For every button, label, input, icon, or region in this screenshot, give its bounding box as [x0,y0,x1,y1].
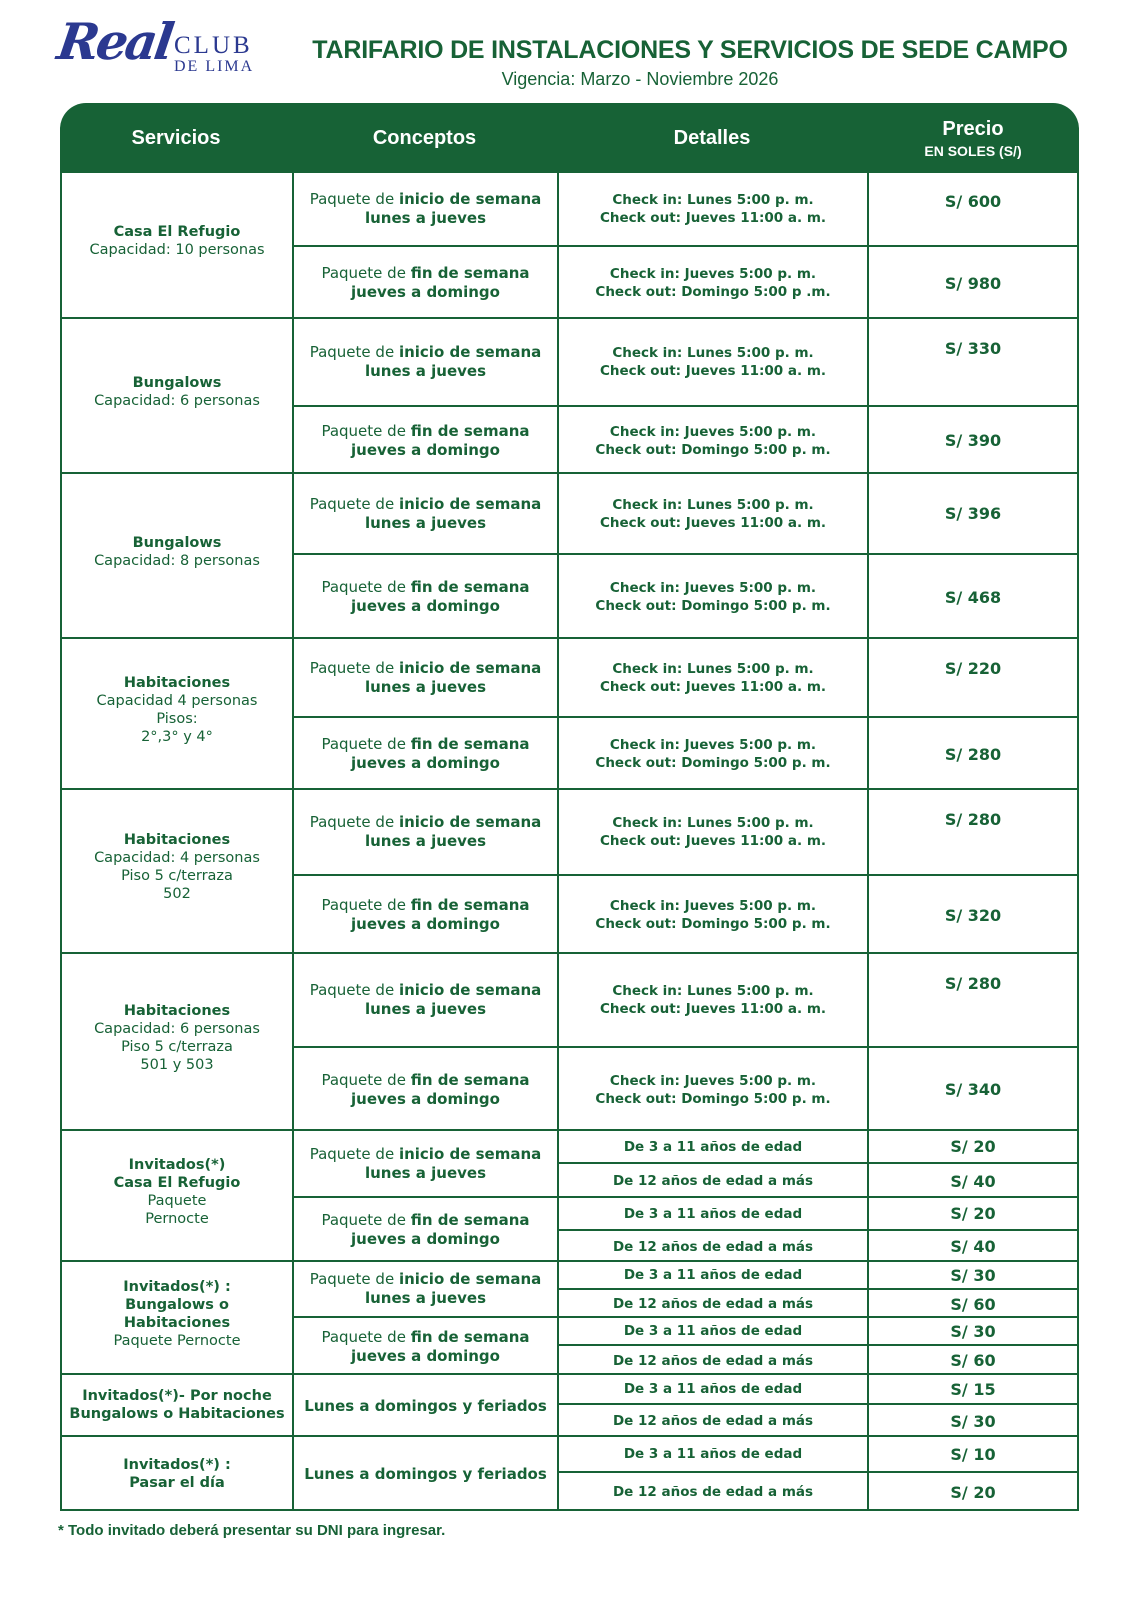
guest-rows [294,1437,1077,1511]
footnote: * Todo invitado deberá presentar su DNI para ingresar. [58,1522,446,1539]
age-row [559,1164,1077,1198]
price-cell: S/ 15 [950,1379,996,1399]
concept-line-1 [310,1145,542,1164]
check-out: Check out: Jueves 11:00 a. m. [599,514,827,531]
header-servicios [60,103,292,173]
service-section [62,319,1077,474]
check-in: Check in: Jueves 5:00 p. m. [609,423,817,440]
service-detail: Capacidad: 8 personas [94,552,260,569]
detail-cell [559,172,869,245]
table-row [294,319,1077,407]
guest-service-detail: Paquete [147,1192,207,1209]
detail-cell [559,474,869,553]
service-name: Bungalows [132,374,222,391]
header-precio [867,103,1079,173]
concept-prefix: Paquete de [309,1144,395,1163]
guest-service-name: Habitaciones [123,1314,231,1331]
guest-section [62,1437,1077,1511]
concept-prefix: Paquete de [321,1070,406,1089]
concept-period: inicio de semana [398,658,542,677]
tarifa-table [60,172,1079,1511]
age-row [559,1231,1077,1262]
service-section [62,474,1077,639]
table-header [60,103,1079,173]
service-rows [294,319,1077,472]
guest-service-name: Bungalows o Habitaciones [69,1406,285,1422]
service-detail: 501 y 503 [140,1056,214,1073]
age-range: De 12 años de edad a más [559,1231,869,1262]
price-cell: S/ 280 [944,974,1002,993]
service-section [62,639,1077,790]
service-detail: Capacidad: 6 personas [94,392,260,409]
guest-group [294,1318,1077,1375]
guest-group [294,1437,1077,1511]
concept-prefix: Paquete de [309,813,395,831]
concept-period: inicio de semana [398,189,542,208]
age-row [559,1437,1077,1473]
detail-cell [559,407,869,474]
guest-service-cell [62,1262,294,1373]
price-cell: S/ 40 [950,1171,996,1191]
service-name: Habitaciones [123,832,231,848]
concept-prefix: Paquete de [321,1327,406,1346]
concept-cell [294,407,559,474]
check-out: Check out: Jueves 11:00 a. m. [599,209,827,226]
service-cell [62,319,294,472]
guest-rows [294,1131,1077,1260]
age-row [559,1131,1077,1164]
guest-service-name: Invitados(*)- Por noche [82,1388,272,1404]
concept-line-1 [310,343,542,362]
age-range: De 12 años de edad a más [559,1290,869,1318]
concept-line-1 [310,1270,542,1289]
guest-section [62,1262,1077,1375]
price-cell: S/ 30 [950,1321,996,1341]
price-cell: S/ 320 [944,905,1002,925]
concept-cell [294,247,559,319]
check-out: Check out: Domingo 5:00 p. m. [595,916,831,932]
real-club-de-lima-logo [53,12,268,84]
check-in: Check in: Jueves 5:00 p. m. [609,580,817,596]
service-section [62,954,1077,1131]
check-out: Check out: Jueves 11:00 a. m. [599,833,827,849]
concept-period: fin de semana [410,578,530,596]
concept-days: lunes a jueves [364,208,487,227]
header-precio-sublabel: EN SOLES (S/) [924,142,1022,159]
header-detalles-label: Detalles [673,126,751,149]
service-rows [294,639,1077,788]
service-detail: Capacidad: 6 personas [94,1020,260,1037]
concept-days: lunes a jueves [364,832,487,850]
price-cell: S/ 20 [950,1482,996,1502]
price-cell: S/ 20 [950,1137,996,1156]
check-out: Check out: Domingo 5:00 p. m. [595,441,831,458]
age-range: De 3 a 11 años de edad [559,1198,869,1229]
concept-period: fin de semana [410,735,530,753]
concept-period: fin de semana [410,421,530,440]
concept-days: lunes a jueves [364,513,487,532]
concept-days: jueves a domingo [351,283,500,301]
table-row [294,555,1077,639]
concept-line-1 [321,1211,529,1230]
concept-period: inicio de semana [398,981,542,999]
concept-cell [294,1048,559,1131]
concept-cell [294,555,559,639]
age-range: De 3 a 11 años de edad [559,1131,869,1162]
price-cell: S/ 60 [950,1351,996,1370]
service-detail: 2°,3° y 4° [141,728,213,745]
table-row [294,718,1077,790]
check-in: Check in: Jueves 5:00 p. m. [609,737,817,753]
service-cell [62,474,294,637]
check-in: Check in: Lunes 5:00 p. m. [612,983,814,999]
guest-service-name: Bungalows o [125,1296,229,1313]
concept-prefix: Paquete de [309,658,395,677]
age-row [559,1346,1077,1375]
concept-days: jueves a domingo [351,1230,500,1248]
concept-prefix: Paquete de [321,1211,406,1229]
concept-period: fin de semana [410,264,530,282]
service-name: Habitaciones [123,1002,231,1019]
concept-line-1 [321,422,529,441]
service-detail: Capacidad: 10 personas [89,241,265,258]
concept-cell [294,1318,559,1375]
header-conceptos [292,103,557,173]
concept-period: inicio de semana [398,813,542,831]
concept-period: inicio de semana [398,1144,542,1163]
age-row [559,1405,1077,1437]
price-cell: S/ 220 [944,659,1002,678]
service-rows [294,954,1077,1129]
price-cell: S/ 980 [944,273,1002,293]
check-in: Check in: Lunes 5:00 p. m. [612,815,814,831]
guest-group [294,1131,1077,1198]
concept-period: fin de semana [410,1070,530,1089]
age-range: De 12 años de edad a más [559,1346,869,1375]
concept-line-1 [321,1328,529,1347]
concept-period: fin de semana [410,1211,530,1229]
check-in: Check in: Lunes 5:00 p. m. [612,496,814,513]
concept-period: inicio de semana [398,1270,542,1288]
concept-line-1 [321,578,529,597]
concept-cell [294,1198,559,1262]
concept-line-1 [321,264,529,283]
concept-days: lunes a jueves [364,1289,487,1307]
guest-service-cell [62,1437,294,1511]
table-row [294,954,1077,1048]
logo-script: Real [53,12,175,71]
table-row [294,790,1077,876]
table-row [294,639,1077,718]
concept-line-1 [310,190,542,209]
header-servicios-label: Servicios [131,126,221,149]
service-name: Casa El Refugio [113,223,241,240]
guest-service-name: Casa El Refugio [113,1174,241,1191]
concept-cell [294,1131,559,1196]
check-in: Check in: Jueves 5:00 p. m. [609,1072,817,1089]
table-row [294,876,1077,954]
table-row [294,1048,1077,1131]
concept-cell [294,954,559,1046]
service-detail: Pisos: [156,710,198,727]
detail-cell [559,718,869,790]
concept-cell [294,319,559,405]
guest-rows [294,1375,1077,1435]
concept-days: lunes a jueves [364,677,487,696]
detail-cell [559,790,869,874]
concept-line-1 [310,981,542,1000]
concept-period: fin de semana [410,896,530,914]
service-cell [62,639,294,788]
concept-prefix: Paquete de [321,896,406,914]
concept-cell [294,1437,559,1511]
service-name: Bungalows [132,534,222,551]
check-in: Check in: Lunes 5:00 p. m. [612,191,814,208]
concept-cell [294,172,559,245]
age-row [559,1290,1077,1318]
check-out: Check out: Jueves 11:00 a. m. [599,363,827,379]
concept-prefix: Paquete de [309,189,395,208]
service-detail: 502 [163,886,191,902]
check-out: Check out: Jueves 11:00 a. m. [599,1001,827,1017]
service-cell [62,172,294,317]
concept-cell [294,639,559,716]
age-row [559,1198,1077,1231]
concept-prefix: Paquete de [309,494,395,513]
service-section [62,172,1077,319]
concept-days: lunes a jueves [364,1163,487,1182]
price-cell: S/ 280 [944,744,1002,764]
concept-days: jueves a domingo [351,1089,500,1108]
guest-service-name: Invitados(*) : [123,1457,231,1473]
header-detalles [557,103,867,173]
price-cell: S/ 280 [944,810,1002,829]
service-cell [62,954,294,1129]
detail-cell [559,876,869,954]
price-cell: S/ 40 [950,1237,996,1256]
age-row [559,1262,1077,1290]
service-detail: Capacidad: 4 personas [94,850,260,866]
guest-service-name: Invitados(*) : [123,1278,231,1295]
service-cell [62,790,294,952]
price-cell: S/ 30 [950,1411,996,1431]
detail-cell [559,247,869,319]
concept-line-1 [310,659,542,678]
service-name: Habitaciones [123,674,231,691]
check-out: Check out: Domingo 5:00 p. m. [595,1090,831,1107]
concept-days: lunes a jueves [364,362,487,380]
concept-line-1 [310,813,542,832]
concept-line-1 [321,896,529,915]
check-in: Check in: Lunes 5:00 p. m. [612,660,814,677]
guest-service-detail: Paquete Pernocte [113,1332,241,1349]
logo-de-lima: DE LIMA [174,58,255,75]
concept-cell [294,876,559,954]
price-cell: S/ 330 [944,339,1002,358]
guest-group [294,1198,1077,1262]
service-section [62,790,1077,954]
service-rows [294,790,1077,952]
concept-cell [294,1262,559,1316]
price-cell: S/ 60 [950,1294,996,1314]
table-row [294,247,1077,319]
concept-prefix: Paquete de [309,343,395,361]
age-row [559,1318,1077,1346]
detail-cell [559,555,869,639]
age-row [559,1473,1077,1511]
guest-service-detail: Pernocte [145,1210,209,1227]
guest-service-cell [62,1131,294,1260]
price-cell: S/ 340 [944,1080,1002,1099]
detail-cell [559,1048,869,1131]
concept-days: jueves a domingo [351,754,500,772]
detail-cell [559,639,869,716]
concept-days: jueves a domingo [351,1346,500,1365]
logo-club: CLUB [174,32,253,59]
service-detail: Capacidad 4 personas [96,692,258,709]
age-range: De 3 a 11 años de edad [559,1318,869,1344]
service-detail: Piso 5 c/terraza [121,1038,233,1055]
detail-cell [559,954,869,1046]
age-range: De 12 años de edad a más [559,1405,869,1437]
age-range: De 3 a 11 años de edad [559,1375,869,1403]
concept-days: jueves a domingo [351,915,500,933]
table-row [294,407,1077,474]
price-cell: S/ 396 [944,504,1002,523]
guest-section [62,1131,1077,1262]
page-subtitle: Vigencia: Marzo - Noviembre 2026 [501,69,779,89]
price-cell: S/ 390 [944,431,1002,450]
service-rows [294,474,1077,637]
concept-cell [294,474,559,553]
concept-period: inicio de semana [398,494,542,513]
concept-prefix: Paquete de [309,1270,395,1288]
age-range: De 3 a 11 años de edad [559,1437,869,1471]
age-range: De 3 a 11 años de edad [559,1262,869,1288]
guest-service-name: Invitados(*) [128,1156,226,1173]
table-row [294,172,1077,247]
check-out: Check out: Domingo 5:00 p. m. [595,755,831,771]
price-cell: S/ 600 [944,192,1002,211]
concept-prefix: Paquete de [321,735,406,753]
concept-line-1 [321,1071,529,1090]
table-row [294,474,1077,555]
concept-cell [294,718,559,790]
concept-prefix: Paquete de [309,981,395,999]
price-cell: S/ 468 [944,587,1002,607]
guest-service-name: Pasar el día [129,1475,225,1491]
check-out: Check out: Domingo 5:00 p. m. [595,598,831,614]
concept-prefix: Paquete de [321,264,406,282]
concept-prefix: Paquete de [321,578,406,596]
concept-label: Lunes a domingos y feriados [304,1396,547,1415]
guest-rows [294,1262,1077,1373]
concept-days: jueves a domingo [351,597,500,615]
check-in: Check in: Lunes 5:00 p. m. [612,345,814,361]
concept-prefix: Paquete de [321,421,406,440]
concept-period: inicio de semana [398,343,542,361]
age-row [559,1375,1077,1405]
guest-section [62,1375,1077,1437]
price-cell: S/ 30 [950,1265,996,1285]
concept-period: fin de semana [410,1327,530,1346]
check-in: Check in: Jueves 5:00 p. m. [609,898,817,914]
service-rows [294,172,1077,317]
check-out: Check out: Domingo 5:00 p .m. [595,284,831,300]
check-in: Check in: Jueves 5:00 p. m. [609,266,817,282]
concept-line-1 [321,735,529,754]
guest-group [294,1262,1077,1318]
service-detail: Piso 5 c/terraza [121,868,233,884]
check-out: Check out: Jueves 11:00 a. m. [599,678,827,695]
guest-group [294,1375,1077,1437]
age-range: De 12 años de edad a más [559,1473,869,1511]
concept-days: jueves a domingo [351,440,500,459]
concept-days: lunes a jueves [364,1000,487,1018]
page-title: TARIFARIO DE INSTALACIONES Y SERVICIOS DE SEDE CAMPO [312,36,1068,64]
concept-label: Lunes a domingos y feriados [304,1464,547,1483]
detail-cell [559,319,869,405]
age-range: De 12 años de edad a más [559,1164,869,1198]
price-cell: S/ 10 [950,1444,996,1464]
header-precio-label: Precio [942,117,1004,140]
guest-service-cell [62,1375,294,1435]
concept-line-1 [310,495,542,514]
concept-cell [294,1375,559,1437]
concept-cell [294,790,559,874]
price-cell: S/ 20 [950,1204,996,1223]
header-conceptos-label: Conceptos [372,126,477,149]
